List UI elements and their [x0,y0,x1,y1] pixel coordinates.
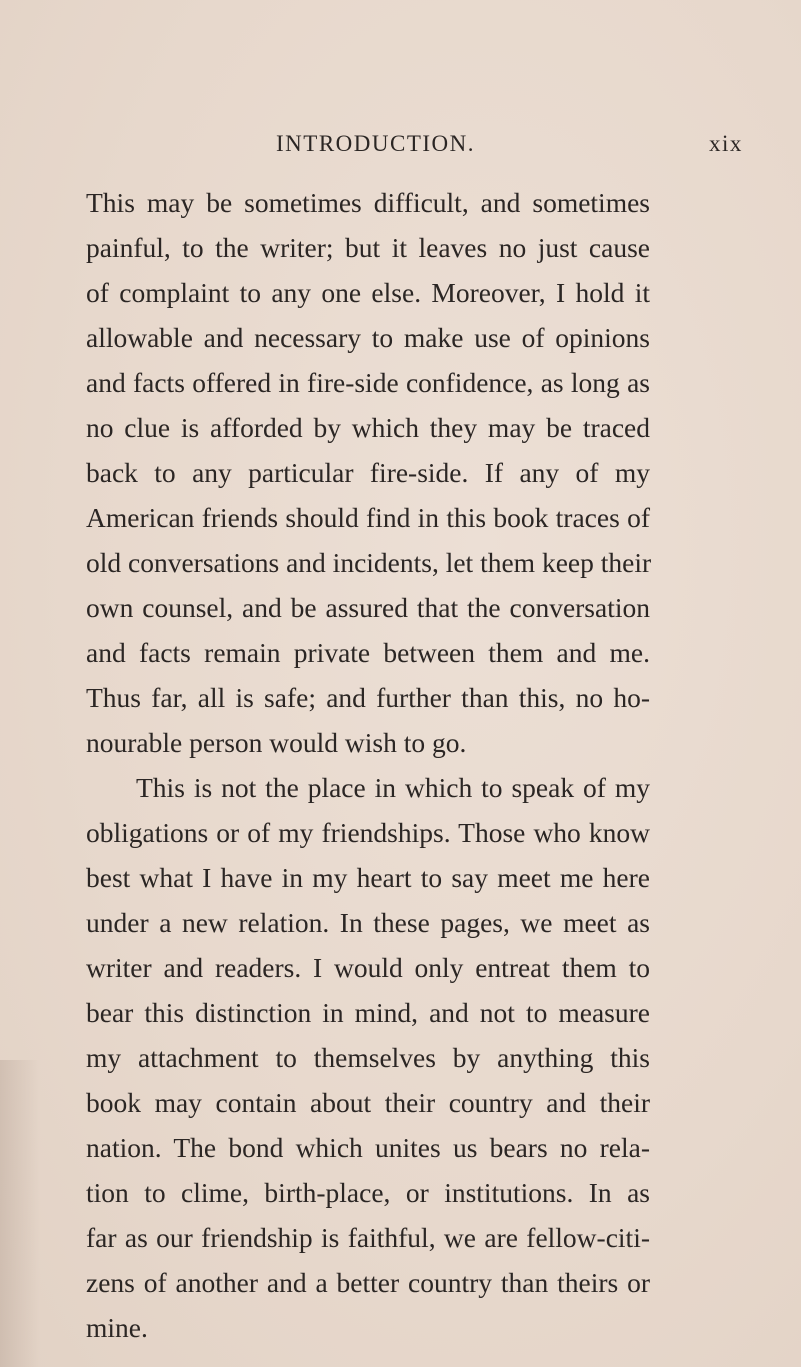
running-head [0,131,801,161]
text-line: no clue is afforded by which they may be traced [86,412,650,443]
text-line: own counsel, and be assured that the conversation [86,592,650,623]
text-line: painful, to the writer; but it leaves no just cause [86,232,650,263]
text-line: of complaint to any one else. Moreover, I hold it [86,277,650,308]
text-line: far as our friendship is faithful, we are fellow-citi- [86,1222,650,1253]
text-line: nourable person would wish to go. [86,727,467,758]
text-line: and facts remain private between them and me. [86,637,650,668]
paragraph-first-line: This is not the place in which to speak of my [136,772,650,803]
text-line: and facts offered in fire-side confidence, as long as [86,367,650,398]
page-number: xix [709,131,743,156]
text-line: obligations or of my friendships. Those who know [86,817,650,848]
text-line: under a new relation. In these pages, we meet as [86,907,650,938]
text-line: allowable and necessary to make use of opinions [86,322,650,353]
text-line: This may be sometimes difficult, and sometimes [86,187,650,218]
text-line: American friends should find in this book traces of [86,502,650,533]
text-line: book may contain about their country and their [86,1087,650,1118]
text-line: back to any particular fire-side. If any of my [86,457,650,488]
running-title: INTRODUCTION. [276,131,476,156]
text-line: zens of another and a better country than theirs or [86,1267,650,1298]
text-line: nation. The bond which unites us bears no rela- [86,1132,650,1163]
text-line: old conversations and incidents, let them keep their [86,547,652,578]
page-edge-shadow [0,1060,40,1367]
text-line: bear this distinction in mind, and not to measure [86,997,650,1028]
text-line: writer and readers. I would only entreat them to [86,952,650,983]
text-line: tion to clime, birth-place, or institutions. In as [86,1177,650,1208]
text-line: Thus far, all is safe; and further than this, no ho- [86,682,650,713]
text-line: best what I have in my heart to say meet me here [86,862,650,893]
text-line: my attachment to themselves by anything this [86,1042,650,1073]
text-line: mine. [86,1312,148,1343]
